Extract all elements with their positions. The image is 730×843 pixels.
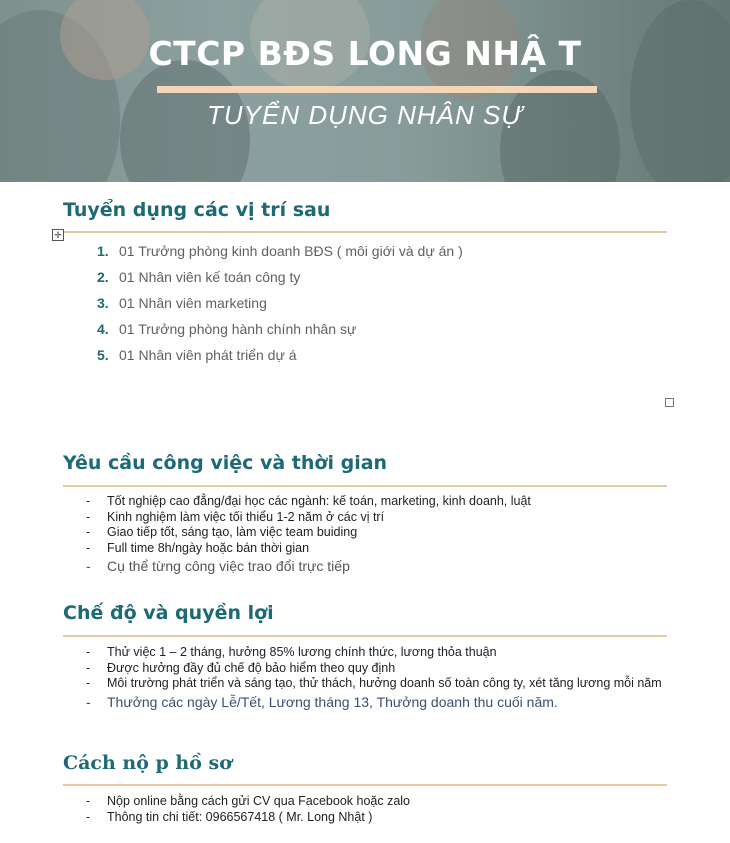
apply-list <box>86 794 410 825</box>
list-item <box>86 541 531 557</box>
list-number: 4. <box>97 321 109 337</box>
apply-rule <box>63 784 667 786</box>
list-item <box>97 294 463 320</box>
list-number: 1. <box>97 243 109 259</box>
list-item <box>97 268 463 294</box>
dash-bullet: - <box>86 558 91 574</box>
dash-bullet: - <box>86 509 91 524</box>
header-gold-bar <box>157 86 597 93</box>
company-name: CTCP BĐS LONG NHẬ T <box>148 34 582 73</box>
list-item <box>97 242 463 268</box>
dash-bullet: - <box>86 645 91 659</box>
dash-bullet: - <box>86 540 91 555</box>
header-banner <box>0 0 730 182</box>
requirements-rule <box>63 485 667 487</box>
dash-bullet: - <box>86 693 91 710</box>
list-item <box>86 810 410 826</box>
requirements-title: Yêu cầu công việc và thời gian <box>63 452 388 474</box>
apply-title: Cách nộ p hồ sơ <box>63 752 232 774</box>
positions-title: Tuyển dụng các vị trí sau <box>63 199 331 221</box>
list-text: Thông tin chi tiết: 0966567418 ( Mr. Long Nhật ) <box>107 809 373 824</box>
dash-bullet: - <box>86 525 91 539</box>
dash-bullet: - <box>86 676 91 690</box>
list-text: Full time 8h/ngày hoặc bán thời gian <box>107 540 310 555</box>
list-item <box>97 346 463 372</box>
dash-bullet: - <box>86 809 91 824</box>
benefits-rule <box>63 635 667 637</box>
list-item <box>86 510 531 526</box>
list-text: Nộp online bằng cách gửi CV qua Facebook hoặc zalo <box>107 794 411 808</box>
positions-rule <box>63 231 667 233</box>
list-text: 01 Nhân viên phát triển dự á <box>119 347 297 363</box>
list-text: 01 Nhân viên marketing <box>119 295 267 311</box>
positions-list <box>97 242 463 372</box>
table-resize-handle-icon[interactable] <box>665 398 674 407</box>
dash-bullet: - <box>86 660 91 675</box>
list-text: Giao tiếp tốt, sáng tạo, làm việc team buiding <box>107 525 358 539</box>
list-text: 01 Trưởng phòng hành chính nhân sự <box>119 321 357 337</box>
benefits-title: Chế độ và quyền lợi <box>63 602 274 624</box>
list-item <box>86 494 531 510</box>
list-number: 3. <box>97 295 109 311</box>
list-item <box>86 525 531 541</box>
list-item <box>86 676 662 692</box>
table-move-handle-icon[interactable]: ✛ <box>52 229 64 241</box>
dash-bullet: - <box>86 494 91 508</box>
list-text: 01 Trưởng phòng kinh doanh BĐS ( môi giới và dự án ) <box>119 243 463 259</box>
list-text: Thử việc 1 – 2 tháng, hưởng 85% lương chính thức, lương thỏa thuận <box>107 645 497 659</box>
list-item <box>86 661 662 677</box>
list-text: Cụ thể từng công việc trao đổi trực tiếp <box>107 558 350 574</box>
list-item <box>86 794 410 810</box>
list-number: 5. <box>97 347 109 363</box>
list-text: Tốt nghiệp cao đẳng/đại học các ngành: kế toán, marketing, kinh doanh, luật <box>107 494 531 508</box>
list-text: Kinh nghiệm làm việc tối thiểu 1-2 năm ở các vị trí <box>107 509 385 524</box>
list-item <box>86 692 662 712</box>
list-text: Thưởng các ngày Lễ/Tết, Lương tháng 13, Thưởng doanh thu cuối năm. <box>107 693 558 710</box>
list-item <box>97 320 463 346</box>
header-subtitle: TUYỂN DỤNG NHÂN SỰ <box>207 100 523 130</box>
list-text: Được hưởng đầy đủ chế độ bảo hiểm theo quy định <box>107 660 396 675</box>
benefits-list <box>86 645 662 712</box>
dash-bullet: - <box>86 794 91 808</box>
list-item <box>86 645 662 661</box>
list-text: 01 Nhân viên kế toán công ty <box>119 269 301 285</box>
list-number: 2. <box>97 269 109 285</box>
list-text: Môi trường phát triển và sáng tạo, thử thách, hưởng doanh số toàn công ty, xét tăng lương mỗi năm <box>107 676 662 690</box>
list-item <box>86 556 531 576</box>
requirements-list <box>86 494 531 576</box>
